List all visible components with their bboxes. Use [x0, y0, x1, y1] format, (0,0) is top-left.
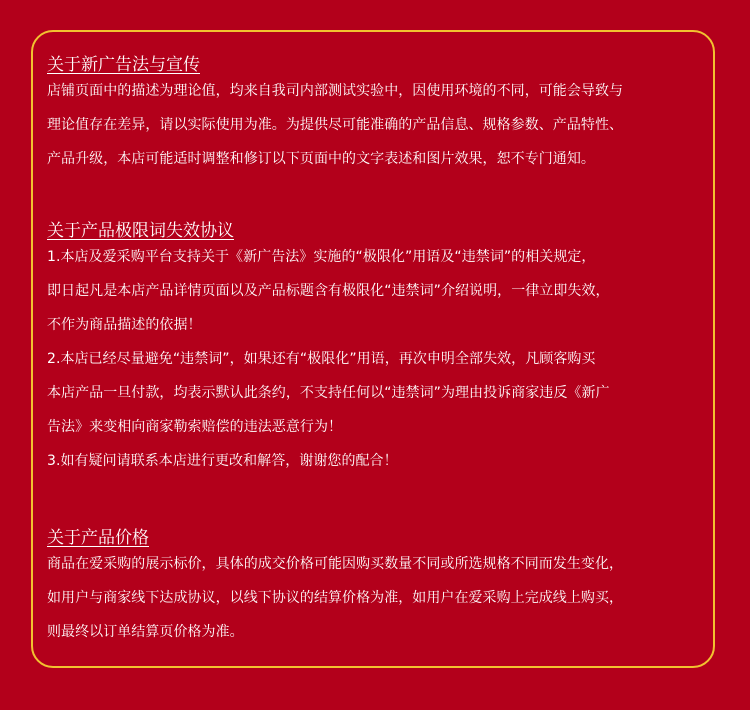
paragraph-line: 不作为商品描述的依据！	[47, 317, 202, 333]
notice-panel	[31, 30, 715, 668]
section-heading: 关于产品极限词失效协议	[47, 221, 234, 241]
section-heading: 关于新广告法与宣传	[47, 55, 200, 75]
section-body	[47, 240, 707, 478]
section-extreme-words	[47, 219, 707, 478]
section-product-price	[47, 526, 707, 649]
paragraph-line: 理论值存在差异，请以实际使用为准。为提供尽可能准确的产品信息、规格参数、产品特性、	[47, 117, 624, 133]
section-body	[47, 74, 707, 176]
section-advertising-law	[47, 53, 707, 176]
section-body	[47, 547, 707, 649]
paragraph-line: 1.本店及爱采购平台支持关于《新广告法》实施的“极限化”用语及“违禁词”的相关规定，	[47, 249, 596, 265]
paragraph-line: 店铺页面中的描述为理论值，均来自我司内部测试实验中，因使用环境的不同，可能会导致与	[47, 83, 624, 99]
paragraph-line: 本店产品一旦付款，均表示默认此条约，不支持任何以“违禁词”为理由投诉商家违反《新广	[47, 385, 610, 401]
paragraph-line: 告法》来变相向商家勒索赔偿的违法恶意行为！	[47, 419, 343, 435]
paragraph-line: 商品在爱采购的展示标价，具体的成交价格可能因购买数量不同或所选规格不同而发生变化，	[47, 556, 624, 572]
section-heading: 关于产品价格	[47, 528, 149, 548]
paragraph-line: 即日起凡是本店产品详情页面以及产品标题含有极限化“违禁词”介绍说明，一律立即失效，	[47, 283, 610, 299]
paragraph-line: 3.如有疑问请联系本店进行更改和解答，谢谢您的配合！	[47, 453, 398, 469]
paragraph-line: 2.本店已经尽量避免“违禁词”，如果还有“极限化”用语，再次申明全部失效，凡顾客购买	[47, 351, 596, 367]
paragraph-line: 产品升级，本店可能适时调整和修订以下页面中的文字表述和图片效果，恕不专门通知。	[47, 151, 595, 167]
paragraph-line: 则最终以订单结算页价格为准。	[47, 624, 244, 640]
paragraph-line: 如用户与商家线下达成协议，以线下协议的结算价格为准，如用户在爱采购上完成线上购买，	[47, 590, 624, 606]
